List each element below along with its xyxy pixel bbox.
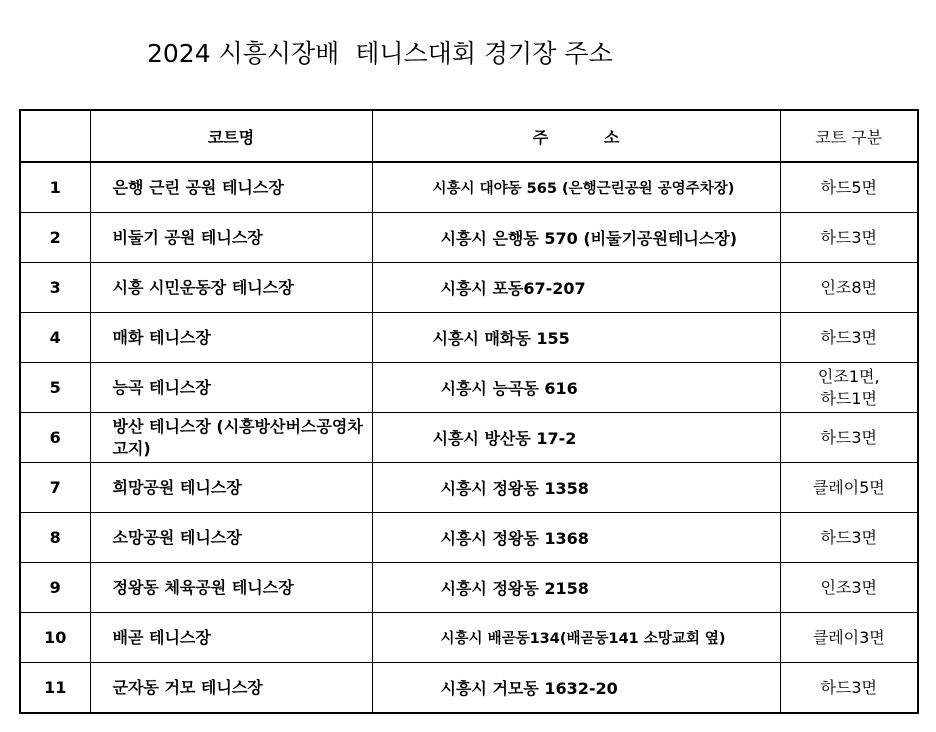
page-title: 2024 시흥시장배 테니스대회 경기장 주소 <box>147 39 613 68</box>
row-number: 5 <box>20 363 90 413</box>
court-address: 시흥시 배곧동134(배곧동141 소망교회 옆) <box>372 613 780 663</box>
court-type: 클레이3면 <box>780 613 918 663</box>
court-name: 배곧 테니스장 <box>90 613 372 663</box>
court-name: 희망공원 테니스장 <box>90 463 372 513</box>
court-type: 인조8면 <box>780 263 918 313</box>
court-type: 하드3면 <box>780 663 918 714</box>
court-type: 하드3면 <box>780 213 918 263</box>
court-name: 은행 근린 공원 테니스장 <box>90 162 372 213</box>
court-name: 군자동 거모 테니스장 <box>90 663 372 714</box>
row-number: 9 <box>20 563 90 613</box>
court-address: 시흥시 거모동 1632-20 <box>372 663 780 714</box>
row-number: 4 <box>20 313 90 363</box>
venue-table <box>19 109 919 714</box>
court-address: 시흥시 포동67-207 <box>372 263 780 313</box>
court-type: 하드5면 <box>780 162 918 213</box>
court-type: 하드3면 <box>780 413 918 463</box>
court-name: 소망공원 테니스장 <box>90 513 372 563</box>
table-row <box>20 213 918 263</box>
row-number: 1 <box>20 162 90 213</box>
row-number: 6 <box>20 413 90 463</box>
table-row <box>20 613 918 663</box>
court-type: 하드3면 <box>780 313 918 363</box>
row-number: 2 <box>20 213 90 263</box>
court-name: 방산 테니스장 (시흥방산버스공영차고지) <box>90 413 372 463</box>
table-row <box>20 162 918 213</box>
court-name: 능곡 테니스장 <box>90 363 372 413</box>
court-address: 시흥시 대야동 565 (은행근린공원 공영주차장) <box>372 162 780 213</box>
row-number: 10 <box>20 613 90 663</box>
court-name: 비둘기 공원 테니스장 <box>90 213 372 263</box>
header-court-type: 코트 구분 <box>780 110 918 162</box>
court-type: 인조3면 <box>780 563 918 613</box>
table-header-row <box>20 110 918 162</box>
table-row <box>20 363 918 413</box>
header-court-name: 코트명 <box>90 110 372 162</box>
court-address: 시흥시 방산동 17-2 <box>372 413 780 463</box>
header-address: 주 소 <box>372 110 780 162</box>
court-type: 인조1면, 하드1면 <box>780 363 918 413</box>
table-row <box>20 463 918 513</box>
table-row <box>20 513 918 563</box>
header-no <box>20 110 90 162</box>
court-name: 매화 테니스장 <box>90 313 372 363</box>
court-address: 시흥시 정왕동 1358 <box>372 463 780 513</box>
table-row <box>20 263 918 313</box>
row-number: 11 <box>20 663 90 714</box>
court-address: 시흥시 정왕동 2158 <box>372 563 780 613</box>
court-name: 정왕동 체육공원 테니스장 <box>90 563 372 613</box>
court-type: 클레이5면 <box>780 463 918 513</box>
table-row <box>20 413 918 463</box>
row-number: 7 <box>20 463 90 513</box>
row-number: 3 <box>20 263 90 313</box>
court-address: 시흥시 은행동 570 (비둘기공원테니스장) <box>372 213 780 263</box>
table-row <box>20 663 918 714</box>
table-row <box>20 563 918 613</box>
court-name: 시흥 시민운동장 테니스장 <box>90 263 372 313</box>
court-address: 시흥시 능곡동 616 <box>372 363 780 413</box>
table-row <box>20 313 918 363</box>
court-address: 시흥시 정왕동 1368 <box>372 513 780 563</box>
court-type: 하드3면 <box>780 513 918 563</box>
row-number: 8 <box>20 513 90 563</box>
court-address: 시흥시 매화동 155 <box>372 313 780 363</box>
